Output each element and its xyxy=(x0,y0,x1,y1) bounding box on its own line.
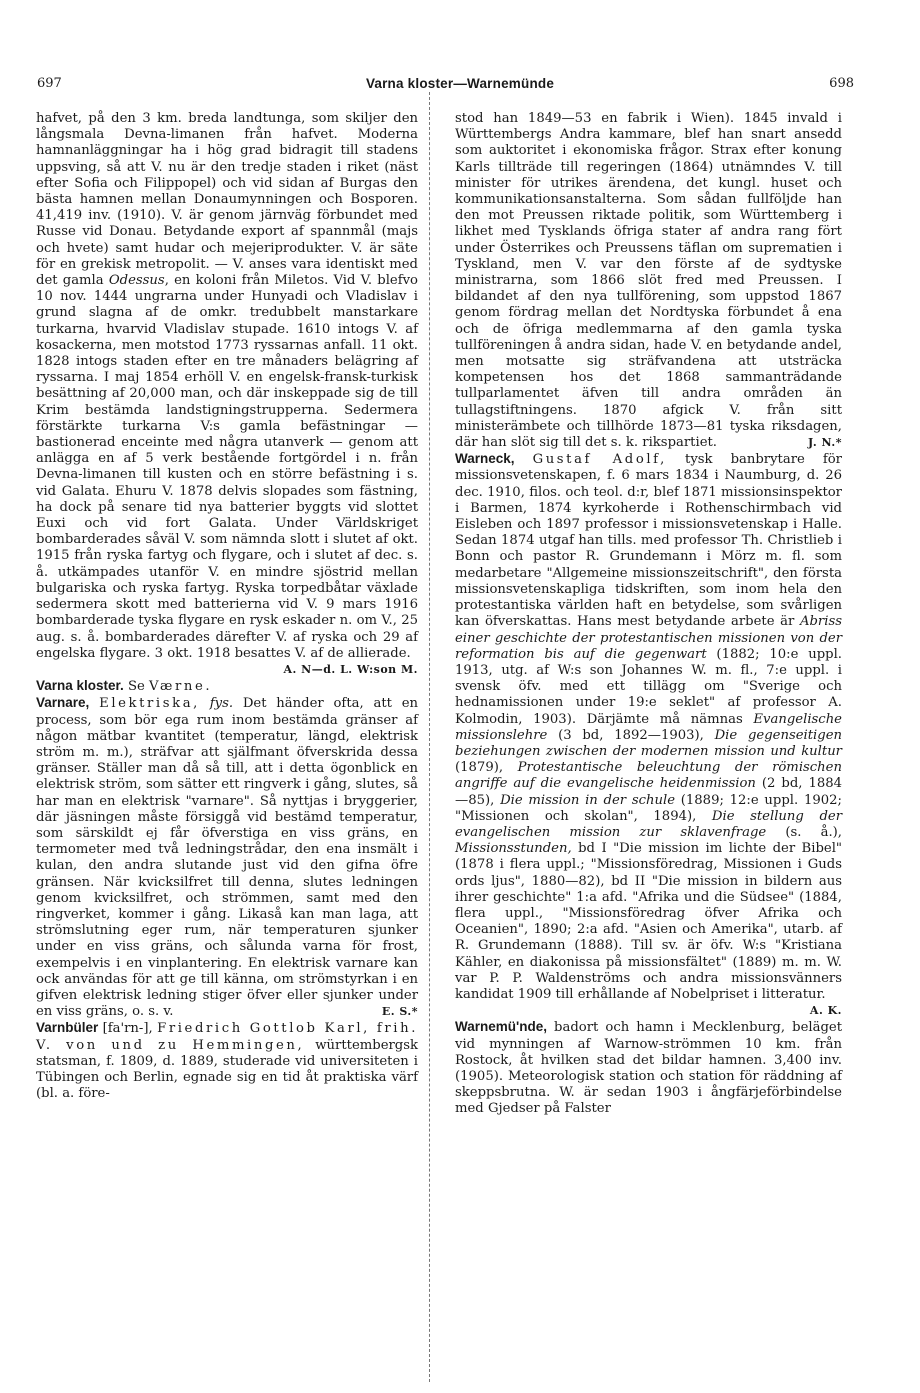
signature: E. S.* xyxy=(381,1005,418,1019)
column-divider xyxy=(429,92,430,1382)
article-varnare: Varnare, Elektriska, fys. Det händer ofta, att en process, som bör ega rum inom bestämda gränser af någon mätbar kvantitet (temperatur, längd, elektrisk ström m. m.), sträfvar att själfmant öfverskrida dessa gränser. Ställer man då så till, att i detta ögonblick en elektrisk ström, som sätter ett ringverk i gång, slutes, så har man en elektrisk "varnare". Så nyttjas i bryggerier, där jäsningen måste försiggå vid bestämd temperatur, som särskildt ej får öfverstiga en viss gräns, en termometer med två ledningstrådar, den ena insmält i kulan, den andra slutande just vid den gifna öfre gränsen. När kvicksilfret till denna, slutes ledningen genom kvicksilfret, och strömmen, samt med den ringverket, kommer i gång. Likaså kan man laga, att strömslutning eger rum, när temperaturen sjunker under en viss gräns, och sålunda varna för frost, exempelvis i en vinplantering. En elektrisk varnare kan ock användas för att ge till känna, om strömstyrkan i en gifven elektrisk ledning stiger öfver eller sjunker under en viss gräns, o. s. v. E. S.* xyxy=(36,695,418,1020)
headword: Warneck, xyxy=(455,451,515,467)
article-warneck: Warneck, Gustaf Adolf, tysk banbrytare för missionsvetenskapen, f. 6 mars 1834 i Naumburg, d. 26 dec. 1910, filos. och teol. d:r, blef 1871 missionsinspektor i Barmen, 1874 kyrkoherde i Rothenschirmbach vid Eisleben och 1897 professor i missionsvetenskap i Halle. Sedan 1874 utgaf han tills. med professor Th. Christlieb i Bonn och pastor R. Grundemann i Mörz m. fl. som medarbetare "Allgemeine missionszeitschrift", den första missionsvetenskapliga tidskriften, som inom hela den protestantiska världen haft en betydelse, som svårligen kan öfverskattas. Hans mest betydande arbete är Abriss einer geschichte der protestantischen missionen von der reformation bis auf die gegenwart (1882; 10:e uppl. 1913, utg. af W:s son Johannes W. m. fl., 7:e uppl. i svensk öfv. med ett tillägg om "Sverige och hednamissionen under 19:e seklet" af professor A. Kolmodin, 1903). Därjämte må nämnas Evangelische missionslehre (3 bd, 1892—1903), Die gegenseitigen beziehungen zwischen der modernen mission und kultur (1879), Protestantische beleuchtung der römischen angriffe auf die evangelische heidenmission (2 bd, 1884—85), Die mission in der schule (1889; 12:e uppl. 1902; "Missionen och skolan", 1894), Die stellung der evangelischen mission zur sklavenfrage (s. å.), Missionsstunden, bd I "Die mission im lichte der Bibel" (1878 i flera uppl.; "Missionsföredrag, Missionen i Guds ords ljus", 1880—82), bd II "Die mission in bildern aus ihrer geschichte" 1:a afd. "Afrika und die Südsee" (1884, flera uppl., "Missionsföredrag öfver Afrika och Oceanien", 1890; 2:a afd. "Asien och Amerika", utarb. af R. Grundemann (1888). Till sv. är öfv. W:s "Kristiana Kähler, en diakonissa på missionsfältet" (1889) m. m. W. var P. P. Waldenströms och andra missionsvänners kandidat 1909 till erhållande af Nobelpriset i litteratur. A. K. xyxy=(455,451,842,1003)
article-warnemunde: Warnemü'nde, badort och hamn i Mecklenburg, beläget vid mynningen af Warnow-strömmen 10 km. från Rostock, åt hvilken stad det bildar hamnen. 3,400 inv. (1905). Meteorologisk station och station för räddning af skeppsbrutna. W. är sedan 1903 i ångfärjeförbindelse med Gjedser på Falster xyxy=(455,1019,842,1117)
signature: A. N—d. L. W:son M. xyxy=(283,662,418,676)
article-varnbuler-cont: stod han 1849—53 en fabrik i Wien). 1845 invald i Württembergs Andra kammare, blef han snart ansedd som auktoritet i ekonomiska frågor. Strax efter konung Karls tillträde till regeringen (1864) utnämndes V. till minister för utrikes ärendena, det kungl. huset och kommunikationsanstalterna. Som sådan fullföljde han den mot Preussen riktade politik, som Württemberg i likhet med Tysklands öfriga stater af andra rang fört under Österrikes och Preussens täflan om suprematien i Tyskland, men V. var den förste af de sydtyske ministrarna, som 1866 slöt fred med Preussen. I bildandet af den nya tullförening, som uppstod 1867 genom fördrag mellan det Nordtyska förbundet å ena och de öfriga medlemmarna af den gamla tyska tullföreningen å andra sidan, hade V. en betydande andel, men motsatte sig sträfvandena att utsträcka kompetensen hos det 1868 sammanträdande tullparlamentet äfven till andra områden än tullagstiftningens. 1870 afgick V. från sitt ministerämbete och tillhörde 1873—81 tyska riksdagen, där han slöt sig till det s. k. rikspartiet. J. N.* xyxy=(455,111,842,451)
headword: Warnemü'nde, xyxy=(455,1019,547,1035)
signature: J. N.* xyxy=(808,436,842,450)
article-varnbuler: Varnbüler [fa'rn-], Friedrich Gottlob Karl, frih. V. von und zu Hemmingen, württembergsk statsman, f. 1809, d. 1889, studerade vid universiteten i Tübingen och Berlin, egnade sig en tid åt praktiska värf (bl. a. före- xyxy=(36,1020,419,1102)
signature: A. K. xyxy=(809,1004,842,1018)
page-number-left: 697 xyxy=(37,76,62,91)
page-number-right: 698 xyxy=(829,76,854,91)
article-varna-kloster: Varna kloster. Se Værne. xyxy=(36,678,213,695)
headword: Varnare, xyxy=(36,695,90,711)
article-varna-end: hafvet, på den 3 km. breda landtunga, som skiljer den långsmala Devna-limanen från hafvet. Moderna hamnanläggningar ha i hög grad bidragit till stadens uppsving, så att V. nu är den tredje staden i riket (näst efter Sofia och Filippopel) och vid sidan af Burgas den bästa hamnen mellan Donaumynningen och Bosporen. 41,419 inv. (1910). V. är genom järnväg förbundet med Russe vid Donau. Betydande export af spannmål (majs och hvete) samt hudar och mejeriprodukter. V. är säte för en grekisk metropolit. — V. anses vara identiskt med det gamla Odessus, en koloni från Miletos. Vid V. blefvo 10 nov. 1444 ungrarna under Hunyadi och Vladislav i grund slagna af de omkr. tredubbelt manstarkare turkarna, hvarvid Vladislav stupade. 1610 intogs V. af kosackerna, men motstod 1773 ryssarnas anfall. 11 okt. 1828 intogs staden efter en tre månaders belägring af ryssarna. I maj 1854 erhöll V. en engelsk-fransk-turkisk besättning af 20,000 man, och där inskeppade sig de till Krim bestämda landstigningstrupperna. Sedermera förstärkte turkarna V:s gamla befästningar — bastionerad enceinte med några utanverk — genom att anlägga en af 5 verk bestående fortgördel i n. från Devna-limanen till kusten och en större befästning i s. vid Galata. Ehuru V. 1878 delvis slopades som fästning, ha dock på senare tid nya batterier byggts vid slottet Euxi och vid fort Galata. Under Världskriget bombarderades såväl V. som nämnda slott i slutet af okt. 1915 från ryska fartyg och flygare, och i slutet af dec. s. å. utkämpades utanför V. en mindre sjöstrid mellan bulgariska och ryska fartyg. Ryska torpedbåtar växlade sedermera skott med batterierna vid V. 9 mars 1916 bombarderade tyska flygare en rysk eskader n. om V., 25 aug. s. å. bombarderades därefter V. af ryska och 29 af engelska flygare. 3 okt. 1918 besattes V. af de allierade. A. N—d. L. W:son M. xyxy=(36,111,418,662)
headword: Varna kloster. xyxy=(36,678,124,694)
left-column xyxy=(36,111,418,1102)
headword: Varnbüler xyxy=(36,1020,99,1036)
right-column xyxy=(455,111,842,1118)
running-head: Varna kloster—Warnemünde xyxy=(365,76,555,91)
